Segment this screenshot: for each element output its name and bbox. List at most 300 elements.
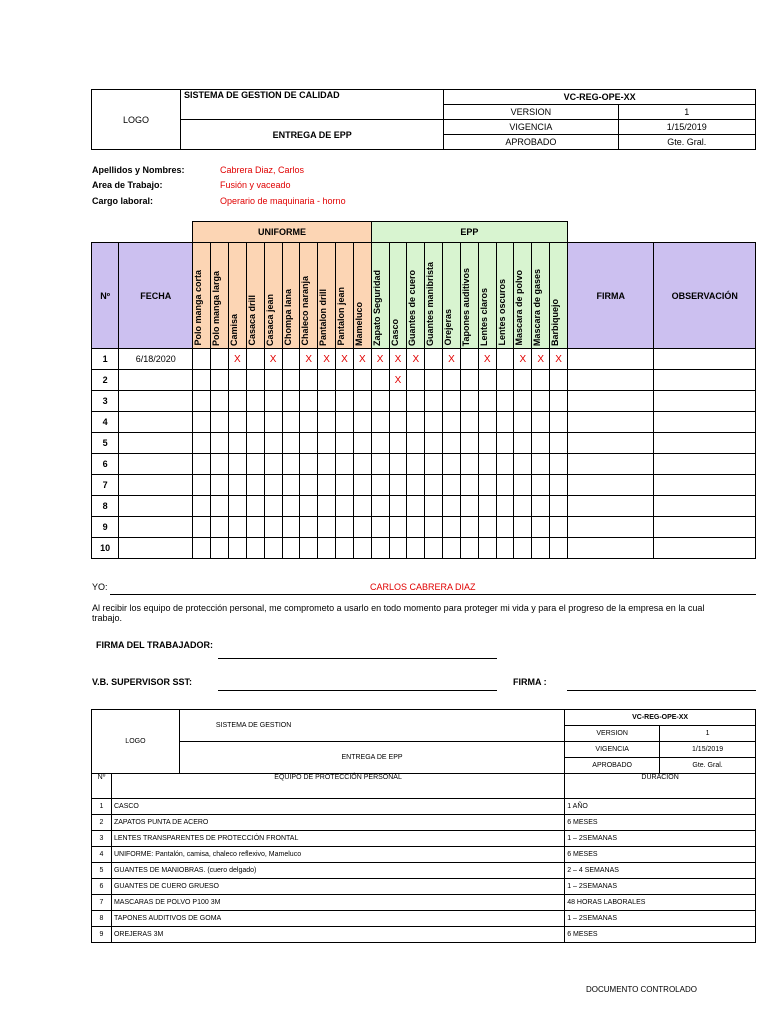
grid-cell[interactable]: [496, 349, 514, 370]
uniforme-item-label: Casaca jean: [264, 293, 275, 346]
row-firma[interactable]: [568, 433, 654, 454]
grid-cell[interactable]: [425, 433, 443, 454]
row-number: 5: [92, 433, 119, 454]
grid-cell[interactable]: [336, 412, 354, 433]
grid-cell[interactable]: [371, 496, 389, 517]
grid-cell[interactable]: [282, 412, 300, 433]
grid-cell[interactable]: [478, 475, 496, 496]
uniforme-item-header: [318, 243, 336, 349]
grid-cell[interactable]: [300, 412, 318, 433]
grid-cell[interactable]: [318, 391, 336, 412]
uniforme-item-label: Polo manga larga: [211, 270, 222, 346]
grid-cell[interactable]: [336, 349, 354, 370]
grid-cell[interactable]: [193, 349, 211, 370]
grid-cell[interactable]: [514, 349, 532, 370]
grid-cell[interactable]: [532, 496, 550, 517]
vigencia-label-2: VIGENCIA: [565, 742, 660, 758]
grid-cell[interactable]: [300, 370, 318, 391]
grid-cell[interactable]: [389, 538, 407, 559]
grid-cell[interactable]: [478, 349, 496, 370]
row-observacion[interactable]: [654, 433, 756, 454]
grid-cell[interactable]: [193, 433, 211, 454]
grid-cell[interactable]: [550, 370, 568, 391]
epp-item-header: [371, 243, 389, 349]
grid-cell[interactable]: [246, 370, 264, 391]
row-firma[interactable]: [568, 454, 654, 475]
grid-cell[interactable]: [443, 454, 461, 475]
grid-row: [92, 454, 756, 475]
epp-item-header: [532, 243, 550, 349]
row-observacion[interactable]: [654, 538, 756, 559]
grid-cell[interactable]: [211, 370, 229, 391]
grid-cell[interactable]: [246, 517, 264, 538]
grid-cell[interactable]: [425, 349, 443, 370]
row-firma[interactable]: [568, 349, 654, 370]
grid-cell[interactable]: [425, 412, 443, 433]
grid-cell[interactable]: [478, 517, 496, 538]
uniforme-item-label: Chompa lana: [282, 289, 293, 346]
footer-label: DOCUMENTO CONTROLADO: [586, 985, 697, 994]
grid-cell[interactable]: [228, 370, 246, 391]
version-value-2: 1: [660, 726, 756, 742]
row-number: 8: [92, 496, 119, 517]
grid-cell[interactable]: [282, 349, 300, 370]
grid-cell[interactable]: [282, 496, 300, 517]
row-fecha: [119, 370, 193, 391]
epp-item-label: Mascara de gases: [532, 268, 543, 346]
grid-cell[interactable]: [425, 370, 443, 391]
grid-cell[interactable]: [300, 475, 318, 496]
grid-cell[interactable]: [211, 517, 229, 538]
grid-cell[interactable]: [443, 349, 461, 370]
row-observacion[interactable]: [654, 517, 756, 538]
grid-cell[interactable]: [353, 517, 371, 538]
grid-cell[interactable]: [193, 454, 211, 475]
area-label: Area de Trabajo:: [92, 180, 163, 190]
row-observacion[interactable]: [654, 412, 756, 433]
yo-line: [110, 594, 756, 595]
grid-cell[interactable]: [353, 433, 371, 454]
grid-cell[interactable]: [228, 517, 246, 538]
grid-cell[interactable]: [407, 433, 425, 454]
row-firma[interactable]: [568, 496, 654, 517]
grid-cell[interactable]: [389, 475, 407, 496]
grid-cell[interactable]: [425, 517, 443, 538]
grid-cell[interactable]: [550, 454, 568, 475]
row-observacion[interactable]: [654, 454, 756, 475]
grid-cell[interactable]: [371, 538, 389, 559]
grid-cell[interactable]: [478, 391, 496, 412]
grid-cell[interactable]: [336, 370, 354, 391]
grid-cell[interactable]: [264, 475, 282, 496]
grid-cell[interactable]: [336, 433, 354, 454]
grid-cell[interactable]: [264, 370, 282, 391]
row-observacion[interactable]: [654, 349, 756, 370]
grid-cell[interactable]: [496, 412, 514, 433]
grid-cell[interactable]: [407, 475, 425, 496]
grid-cell[interactable]: [496, 391, 514, 412]
grid-cell[interactable]: [460, 391, 478, 412]
grid-cell[interactable]: [389, 454, 407, 475]
doc-title: ENTREGA DE EPP: [181, 120, 444, 150]
grid-cell[interactable]: [300, 517, 318, 538]
grid-cell[interactable]: [443, 391, 461, 412]
grid-cell[interactable]: [550, 517, 568, 538]
grid-cell[interactable]: [282, 517, 300, 538]
grid-cell[interactable]: [443, 412, 461, 433]
grid-cell[interactable]: [496, 475, 514, 496]
grid-cell[interactable]: [246, 496, 264, 517]
firma-label: FIRMA :: [513, 677, 547, 687]
grid-cell[interactable]: [318, 538, 336, 559]
grid-cell[interactable]: [246, 475, 264, 496]
grid-cell[interactable]: [407, 538, 425, 559]
grid-cell[interactable]: [407, 454, 425, 475]
grid-cell[interactable]: [478, 538, 496, 559]
grid-cell[interactable]: [443, 517, 461, 538]
grid-cell[interactable]: [300, 538, 318, 559]
epp-item-label: Casco: [389, 318, 400, 346]
grid-cell[interactable]: [211, 433, 229, 454]
grid-cell[interactable]: [336, 517, 354, 538]
grid-cell[interactable]: [532, 370, 550, 391]
firma-line[interactable]: [567, 690, 756, 691]
grid-cell[interactable]: [300, 349, 318, 370]
grid-cell[interactable]: [478, 370, 496, 391]
uniforme-item-header: [264, 243, 282, 349]
row-fecha: [119, 517, 193, 538]
row-firma[interactable]: [568, 391, 654, 412]
epp-row: [92, 879, 756, 895]
row-firma[interactable]: [568, 538, 654, 559]
row-number: 7: [92, 475, 119, 496]
grid-cell[interactable]: [193, 391, 211, 412]
grid-cell[interactable]: [318, 454, 336, 475]
grid-cell[interactable]: [371, 454, 389, 475]
grid-cell[interactable]: [211, 454, 229, 475]
grid-cell[interactable]: [371, 391, 389, 412]
grid-cell[interactable]: [264, 349, 282, 370]
grid-cell[interactable]: [478, 433, 496, 454]
epp-duration-table: [91, 709, 756, 943]
grid-cell[interactable]: [389, 496, 407, 517]
grid-cell[interactable]: [300, 433, 318, 454]
grid-cell[interactable]: [478, 412, 496, 433]
grid-cell[interactable]: [193, 370, 211, 391]
delivered-mark: X: [376, 353, 384, 365]
grid-cell[interactable]: [300, 496, 318, 517]
grid-cell[interactable]: [371, 475, 389, 496]
grid-cell[interactable]: [336, 496, 354, 517]
logo-placeholder: [92, 90, 181, 150]
uniforme-item-label: Pantalon drill: [318, 288, 329, 346]
grid-cell[interactable]: [460, 475, 478, 496]
grid-cell[interactable]: [318, 496, 336, 517]
grid-cell[interactable]: [193, 538, 211, 559]
vigencia-value-2: 1/15/2019: [660, 742, 756, 758]
delivered-mark: X: [305, 353, 313, 365]
grid-cell[interactable]: [246, 454, 264, 475]
grid-cell[interactable]: [371, 370, 389, 391]
grid-cell[interactable]: [532, 517, 550, 538]
grid-cell[interactable]: [460, 412, 478, 433]
grid-row: [92, 538, 756, 559]
name-label: Apellidos y Nombres:: [92, 165, 185, 175]
grid-cell[interactable]: [532, 454, 550, 475]
grid-cell[interactable]: [211, 538, 229, 559]
delivered-mark: X: [394, 374, 402, 386]
grid-cell[interactable]: [425, 496, 443, 517]
row-firma[interactable]: [568, 412, 654, 433]
grid-cell[interactable]: [496, 538, 514, 559]
grid-cell[interactable]: [443, 538, 461, 559]
grid-cell[interactable]: [389, 391, 407, 412]
epp-row-duration: 1 – 2SEMANAS: [565, 879, 756, 895]
grid-cell[interactable]: [371, 349, 389, 370]
grid-cell[interactable]: [514, 433, 532, 454]
uniforme-item-header: [300, 243, 318, 349]
grid-cell[interactable]: [264, 517, 282, 538]
grid-cell[interactable]: [336, 475, 354, 496]
grid-cell[interactable]: [496, 370, 514, 391]
grid-cell[interactable]: [425, 538, 443, 559]
grid-cell[interactable]: [228, 391, 246, 412]
delivered-mark: X: [412, 353, 420, 365]
grid-cell[interactable]: [282, 433, 300, 454]
row-observacion[interactable]: [654, 496, 756, 517]
uniforme-item-header: [353, 243, 371, 349]
grid-cell[interactable]: [425, 391, 443, 412]
grid-cell[interactable]: [211, 475, 229, 496]
epp-row-number: 5: [92, 863, 112, 879]
grid-cell[interactable]: [246, 538, 264, 559]
grid-cell[interactable]: [193, 496, 211, 517]
grid-cell[interactable]: [514, 412, 532, 433]
grid-cell[interactable]: [211, 412, 229, 433]
row-fecha: [119, 538, 193, 559]
grid-cell[interactable]: [389, 517, 407, 538]
grid-cell[interactable]: [443, 433, 461, 454]
grid-cell[interactable]: [496, 496, 514, 517]
grid-cell[interactable]: [246, 349, 264, 370]
grid-cell[interactable]: [550, 538, 568, 559]
grid-cell[interactable]: [282, 475, 300, 496]
grid-row: [92, 349, 756, 370]
grid-cell[interactable]: [264, 496, 282, 517]
epp-item-header: [496, 243, 514, 349]
grid-cell[interactable]: [193, 517, 211, 538]
grid-cell[interactable]: [318, 517, 336, 538]
grid-cell[interactable]: [282, 391, 300, 412]
grid-cell[interactable]: [211, 391, 229, 412]
grid-cell[interactable]: [353, 454, 371, 475]
grid-cell[interactable]: [478, 496, 496, 517]
grid-cell[interactable]: [228, 454, 246, 475]
grid-cell[interactable]: [353, 349, 371, 370]
grid-cell[interactable]: [407, 496, 425, 517]
grid-cell[interactable]: [532, 349, 550, 370]
grid-cell[interactable]: [460, 370, 478, 391]
grid-cell[interactable]: [336, 454, 354, 475]
grid-cell[interactable]: [228, 412, 246, 433]
delivered-mark: X: [519, 353, 527, 365]
grid-cell[interactable]: [496, 454, 514, 475]
supervisor-line[interactable]: [218, 690, 497, 691]
grid-cell[interactable]: [336, 391, 354, 412]
grid-cell[interactable]: [550, 475, 568, 496]
grid-cell[interactable]: [193, 475, 211, 496]
grid-cell[interactable]: [389, 433, 407, 454]
grid-cell[interactable]: [407, 349, 425, 370]
grid-row: [92, 370, 756, 391]
grid-cell[interactable]: [460, 538, 478, 559]
grid-cell[interactable]: [460, 496, 478, 517]
grid-cell[interactable]: [228, 349, 246, 370]
grid-cell[interactable]: [407, 517, 425, 538]
grid-cell[interactable]: [407, 412, 425, 433]
grid-cell[interactable]: [550, 349, 568, 370]
grid-cell[interactable]: [460, 517, 478, 538]
epp-row-item: ZAPATOS PUNTA DE ACERO: [111, 815, 564, 831]
grid-cell[interactable]: [264, 412, 282, 433]
grid-cell[interactable]: [532, 475, 550, 496]
grid-cell[interactable]: [460, 454, 478, 475]
grid-cell[interactable]: [318, 370, 336, 391]
grid-cell[interactable]: [532, 538, 550, 559]
row-observacion[interactable]: [654, 391, 756, 412]
version-value: 1: [618, 105, 756, 120]
grid-cell[interactable]: [264, 391, 282, 412]
epp-row-number: 6: [92, 879, 112, 895]
grid-cell[interactable]: [228, 538, 246, 559]
grid-cell[interactable]: [228, 496, 246, 517]
grid-cell[interactable]: [371, 433, 389, 454]
grid-cell[interactable]: [193, 412, 211, 433]
grid-cell[interactable]: [425, 475, 443, 496]
grid-cell[interactable]: [425, 454, 443, 475]
grid-cell[interactable]: [496, 433, 514, 454]
row-firma[interactable]: [568, 517, 654, 538]
grid-cell[interactable]: [318, 475, 336, 496]
grid-cell[interactable]: [300, 454, 318, 475]
header-top: [91, 89, 756, 150]
grid-cell[interactable]: [514, 475, 532, 496]
epp-row: [92, 847, 756, 863]
grid-cell[interactable]: [496, 517, 514, 538]
grid-cell[interactable]: [460, 433, 478, 454]
grid-cell[interactable]: [514, 370, 532, 391]
grid-cell[interactable]: [228, 433, 246, 454]
grid-cell[interactable]: [389, 349, 407, 370]
grid-cell[interactable]: [532, 412, 550, 433]
grid-cell[interactable]: [514, 454, 532, 475]
row-firma[interactable]: [568, 370, 654, 391]
grid-cell[interactable]: [336, 538, 354, 559]
grid-cell[interactable]: [514, 496, 532, 517]
grid-cell[interactable]: [514, 391, 532, 412]
epp-row-duration: 2 – 4 SEMANAS: [565, 863, 756, 879]
grid-cell[interactable]: [246, 412, 264, 433]
delivery-grid: [91, 221, 756, 559]
grid-cell[interactable]: [211, 349, 229, 370]
epp-row-number: 7: [92, 895, 112, 911]
grid-cell[interactable]: [460, 349, 478, 370]
grid-cell[interactable]: [228, 475, 246, 496]
grid-cell[interactable]: [318, 412, 336, 433]
grid-cell[interactable]: [389, 412, 407, 433]
grid-cell[interactable]: [532, 433, 550, 454]
grid-cell[interactable]: [211, 496, 229, 517]
row-observacion[interactable]: [654, 370, 756, 391]
grid-cell[interactable]: [246, 391, 264, 412]
grid-cell[interactable]: [318, 349, 336, 370]
grid-cell[interactable]: [514, 538, 532, 559]
grid-cell[interactable]: [282, 538, 300, 559]
grid-cell[interactable]: [550, 391, 568, 412]
row-fecha: [119, 454, 193, 475]
grid-cell[interactable]: [514, 517, 532, 538]
epp-row-item: UNIFORME: Pantalón, camisa, chaleco reflexivo, Mameluco: [111, 847, 564, 863]
firma-trabajador-line[interactable]: [218, 658, 497, 659]
grid-cell[interactable]: [282, 370, 300, 391]
grid-cell[interactable]: [389, 370, 407, 391]
grid-cell[interactable]: [371, 412, 389, 433]
grid-cell[interactable]: [353, 475, 371, 496]
row-observacion[interactable]: [654, 475, 756, 496]
row-fecha: [119, 433, 193, 454]
grid-cell[interactable]: [318, 433, 336, 454]
uniforme-item-header: [246, 243, 264, 349]
grid-cell[interactable]: [443, 475, 461, 496]
vigencia-value: 1/15/2019: [618, 120, 756, 135]
grid-cell[interactable]: [353, 538, 371, 559]
area-value: Fusión y vaceado: [220, 180, 291, 190]
grid-cell[interactable]: [407, 370, 425, 391]
grid-cell[interactable]: [550, 496, 568, 517]
grid-cell[interactable]: [353, 412, 371, 433]
grid-cell[interactable]: [353, 496, 371, 517]
grid-cell[interactable]: [532, 391, 550, 412]
epp-row-number: 8: [92, 911, 112, 927]
epp-item-label: Barbiquejo: [550, 298, 561, 346]
n-header: Nº: [92, 243, 119, 349]
row-firma[interactable]: [568, 475, 654, 496]
grid-cell[interactable]: [443, 370, 461, 391]
grid-cell[interactable]: [550, 433, 568, 454]
grid-cell[interactable]: [407, 391, 425, 412]
grid-cell[interactable]: [550, 412, 568, 433]
grid-cell[interactable]: [371, 517, 389, 538]
epp-item-label: Guantes manibrista: [425, 261, 436, 346]
epp-row-duration: 6 MESES: [565, 815, 756, 831]
grid-cell[interactable]: [478, 454, 496, 475]
grid-cell[interactable]: [300, 391, 318, 412]
grid-cell[interactable]: [353, 370, 371, 391]
grid-cell[interactable]: [264, 454, 282, 475]
delivered-mark: X: [394, 353, 402, 365]
grid-cell[interactable]: [443, 496, 461, 517]
row-fecha: [119, 496, 193, 517]
grid-cell[interactable]: [353, 391, 371, 412]
version-label-2: VERSION: [565, 726, 660, 742]
epp-row-duration: 1 AÑO: [565, 799, 756, 815]
grid-cell[interactable]: [282, 454, 300, 475]
grid-cell[interactable]: [264, 538, 282, 559]
epp-row-duration: 1 – 2SEMANAS: [565, 831, 756, 847]
system-name: SISTEMA DE GESTION DE CALIDAD: [181, 90, 444, 120]
grid-cell[interactable]: [246, 433, 264, 454]
grid-cell[interactable]: [264, 433, 282, 454]
